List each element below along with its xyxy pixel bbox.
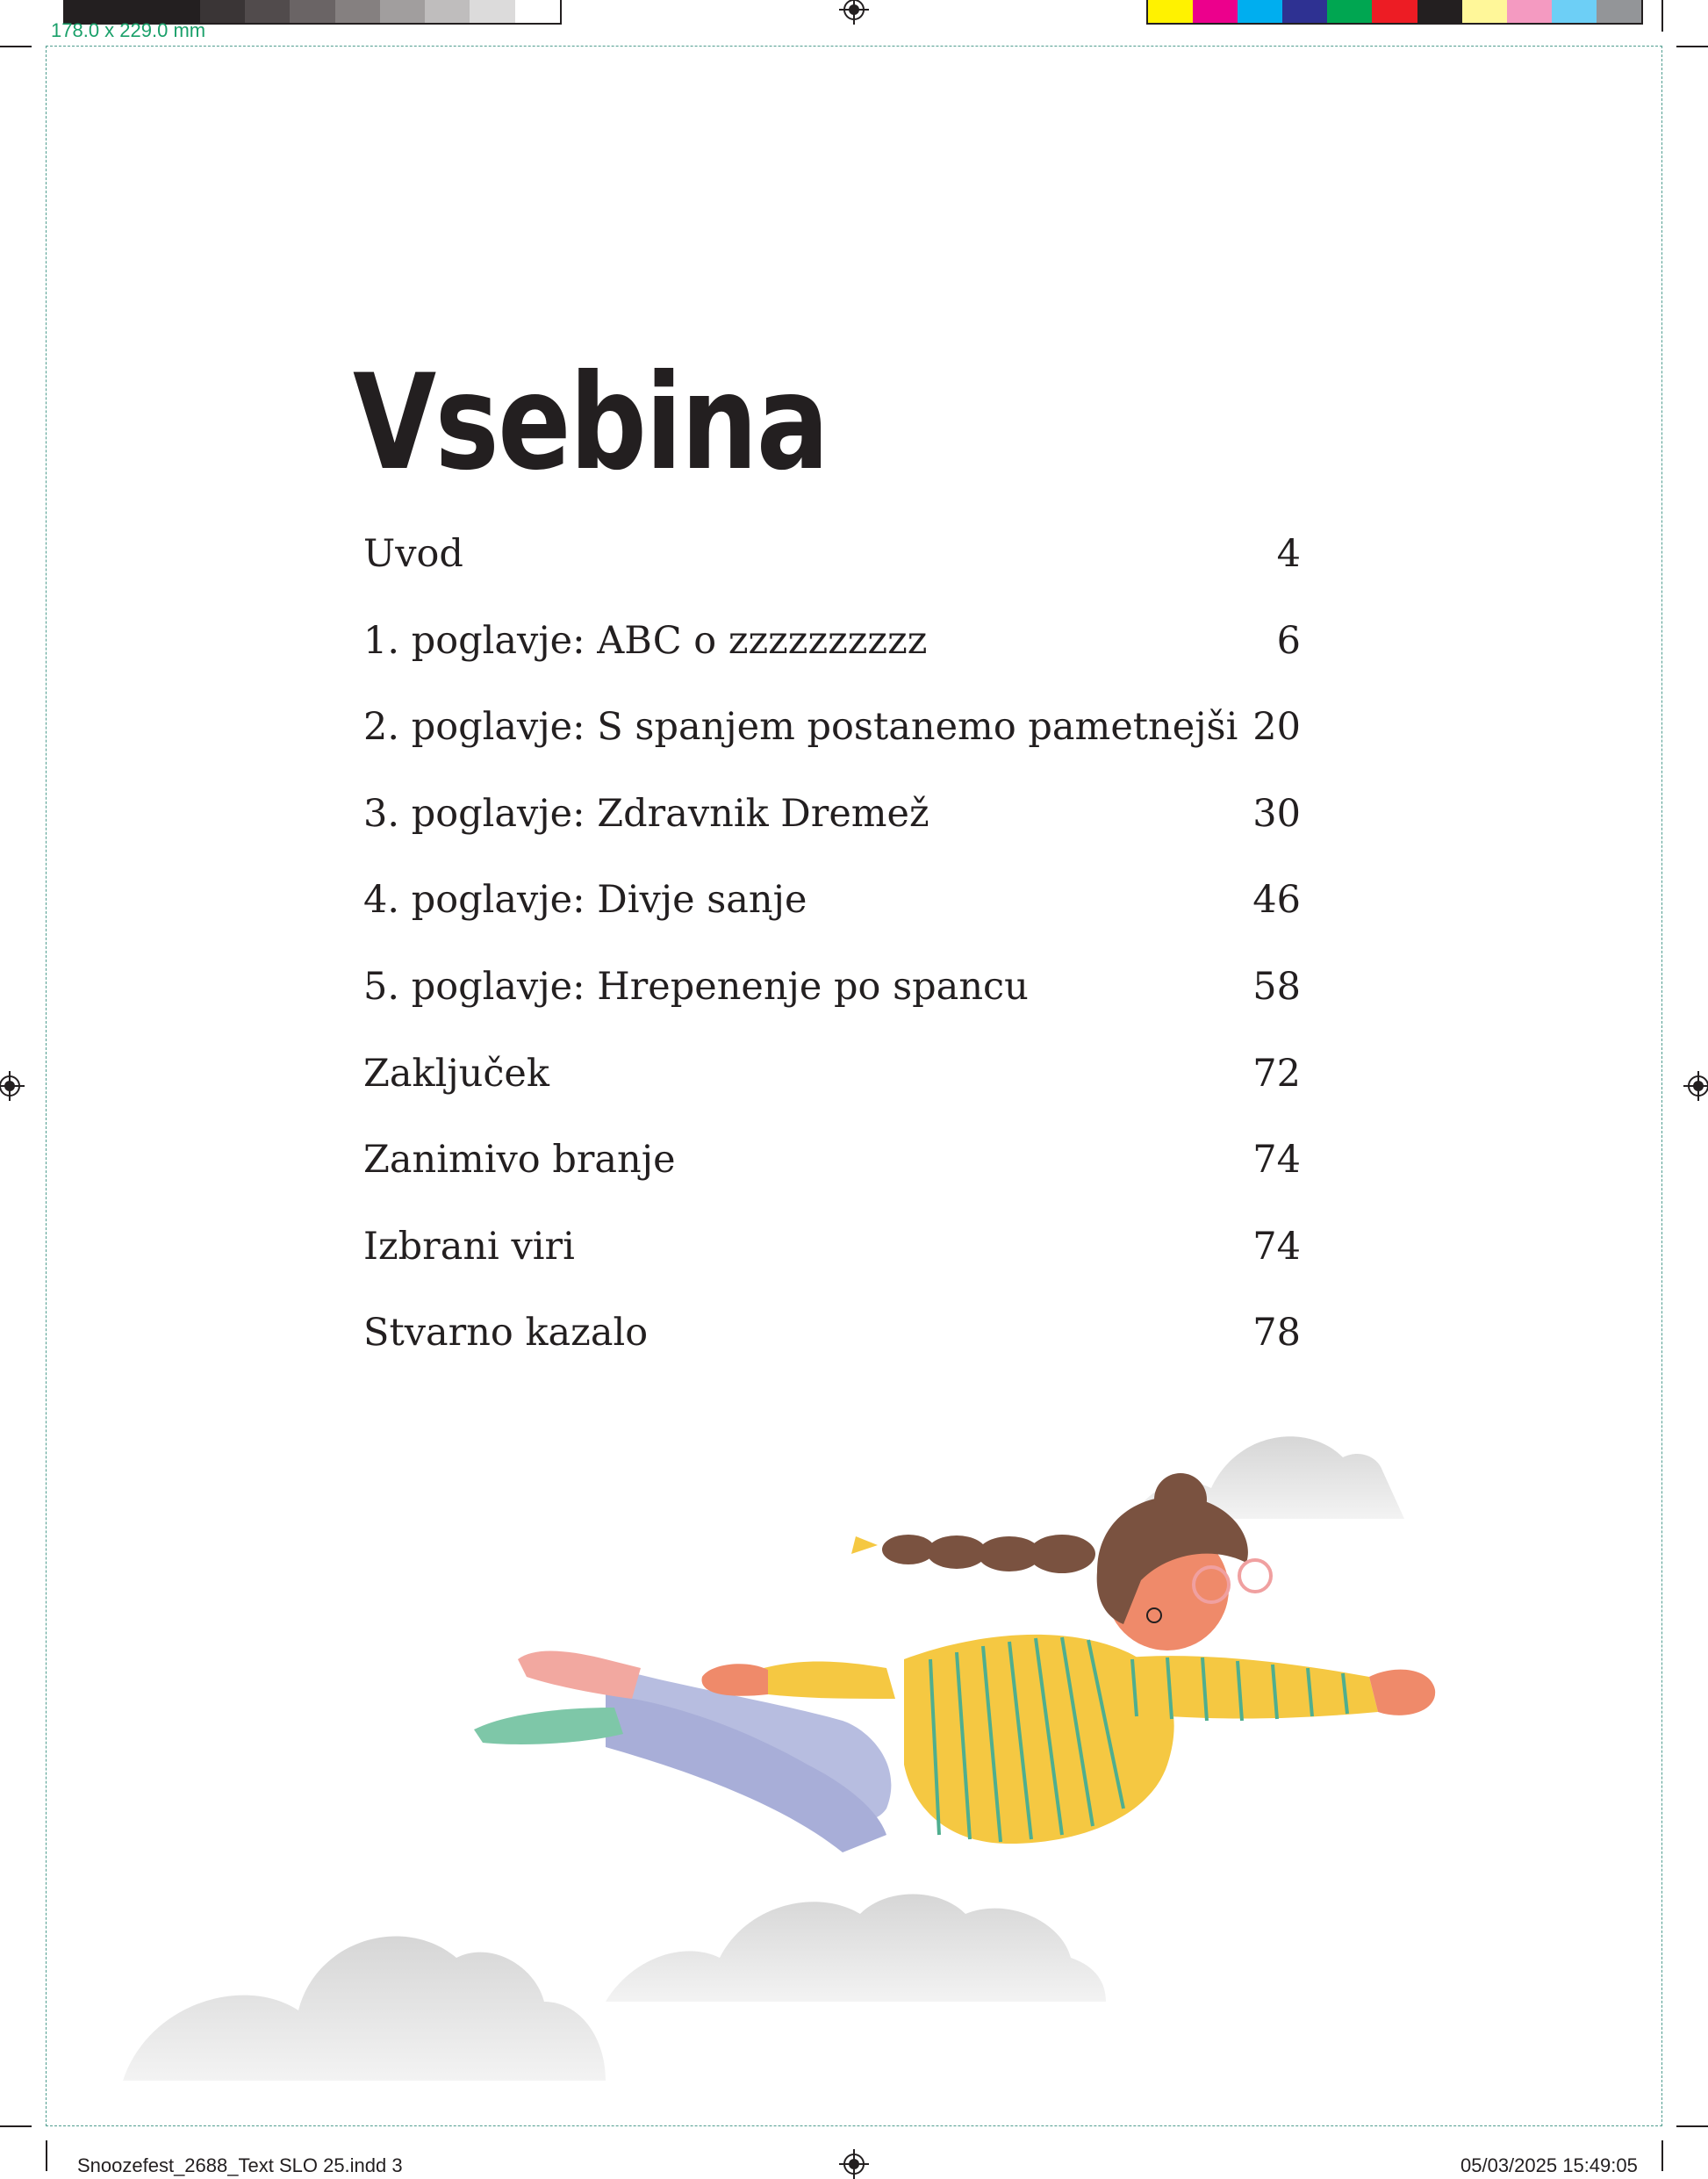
toc-entry-label: 5. poglavje: Hrepenenje po spancu [363,964,1029,1009]
page-title: Vsebina [353,347,829,500]
toc-entry [363,1311,1301,1398]
sock-shape [474,1708,623,1744]
color-swatch [1282,0,1327,23]
gray-swatch [245,0,290,23]
hand-shape [1369,1670,1435,1715]
toc-entry-page-number: 74 [1252,1224,1301,1269]
toc-entry-label: 2. poglavje: S spanjem postanemo pametnejši [363,705,1238,750]
color-swatch [1462,0,1507,23]
toc-entry [363,965,1301,1052]
toc-entry-label: 4. poglavje: Divje sanje [363,878,807,923]
crop-mark-bottom-right-v [1661,2140,1663,2171]
hair-bun-shape [1154,1473,1207,1526]
toc-entry-page-number: 72 [1252,1051,1301,1096]
toc-entry [363,1052,1301,1139]
hand-shape [702,1664,768,1696]
process-color-bar [1146,0,1643,25]
color-swatch [1327,0,1372,23]
color-swatch [1193,0,1238,23]
table-of-contents [363,532,1301,1398]
color-swatch [1552,0,1597,23]
crop-mark-top-right-h [1676,46,1708,47]
gray-swatch [425,0,470,23]
cloud-shape [606,1895,1106,2003]
toc-entry-page-number: 74 [1252,1138,1301,1183]
toc-entry [363,1225,1301,1312]
flying-girl-illustration [114,1396,1483,2098]
toc-entry [363,1138,1301,1225]
gray-swatch [335,0,380,23]
color-swatch [1417,0,1462,23]
toc-entry-label: Stvarno kazalo [363,1311,649,1356]
toc-entry-page-number: 6 [1276,618,1301,663]
toc-entry-label: Uvod [363,532,463,576]
crop-mark-bottom-left-v [46,2140,47,2171]
toc-entry-label: 1. poglavje: ABC o zzzzzzzzzz [363,618,928,663]
cloud-shape [123,1937,606,2081]
toc-entry-label: Izbrani viri [363,1224,575,1269]
trim-size-label: 178.0 x 229.0 mm [51,19,206,41]
toc-entry-label: 3. poglavje: Zdravnik Dremež [363,791,929,836]
toc-entry [363,705,1301,792]
toc-entry-page-number: 4 [1276,532,1301,576]
print-date-label: 05/03/2025 15:49:05 [1460,2154,1638,2176]
toc-entry-label: Zaključek [363,1051,549,1096]
gray-swatch [380,0,425,23]
registration-mark-icon [0,1071,25,1101]
gray-swatch [470,0,514,23]
registration-mark-icon [839,2149,869,2179]
toc-entry-page-number: 58 [1252,964,1301,1009]
crop-mark-bottom-left-h [0,2125,32,2127]
file-name-label: Snoozefest_2688_Text SLO 25.indd 3 [77,2154,403,2176]
gray-swatch [200,0,245,23]
toc-entry-page-number: 46 [1252,878,1301,923]
color-swatch [1148,0,1193,23]
registration-mark-icon [1683,1071,1708,1101]
toc-entry-page-number: 78 [1252,1311,1301,1356]
color-swatch [1238,0,1282,23]
gray-swatch [290,0,334,23]
gray-swatch [515,0,560,23]
sock-shape [518,1651,641,1699]
toc-entry [363,532,1301,619]
toc-entry-label: Zanimivo branje [363,1138,676,1183]
toc-entry [363,619,1301,706]
crop-mark-top-left-h [0,46,32,47]
toc-entry [363,792,1301,879]
crop-mark-bottom-right-h [1676,2125,1708,2127]
color-swatch [1507,0,1552,23]
crop-mark-top-right-v [1661,0,1663,32]
toc-entry-page-number: 20 [1252,705,1301,750]
toc-entry-page-number: 30 [1252,791,1301,836]
toc-entry [363,878,1301,965]
sweater-shape [764,1662,895,1700]
color-swatch [1597,0,1641,23]
registration-mark-icon [839,0,869,25]
color-swatch [1372,0,1417,23]
